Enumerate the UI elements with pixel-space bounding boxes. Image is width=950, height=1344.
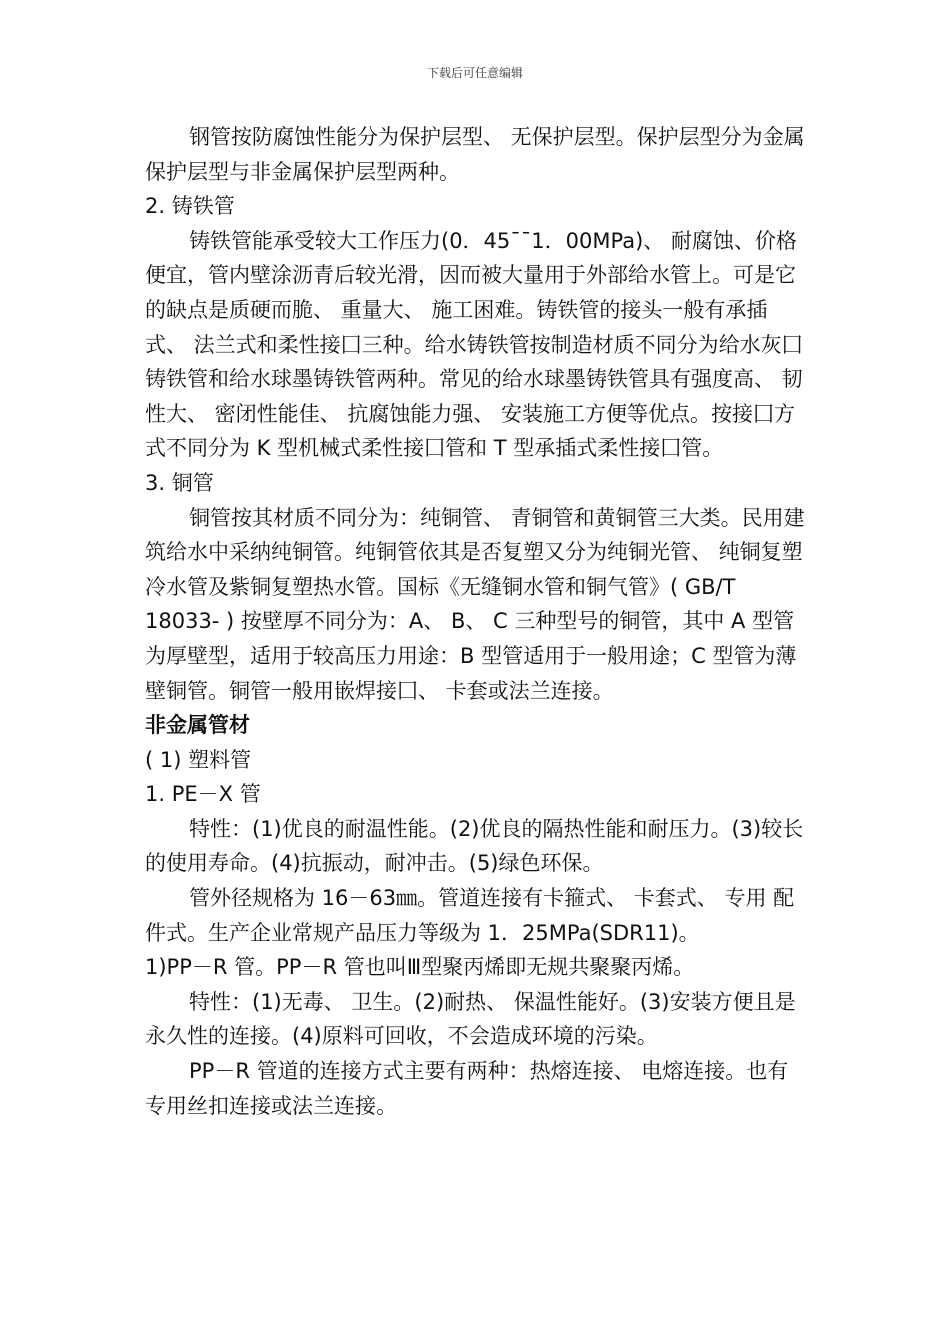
- paragraph: 铸铁管能承受较大工作压力(0．45¯¯1．00MPa)、 耐腐蚀、价格便宜，管内壁涂沥青后较光滑，因而被大量用于外部给水管上。可是它的缺点是质硬而脆、 重量大、 施工困难。铸铁管的接头一般有承插式、 法兰式和柔性接囗三种。给水铸铁管按制造材质不同分为给水灰囗铸铁管和给水球墨铸铁管两种。常见的给水球墨铸铁管具有强度高、 韧性大、 密闭性能佳、 抗腐蚀能力强、 安装施工方便等优点。按接囗方式不同分为 K 型机械式柔性接囗管和 T 型承插式柔性接囗管。: [145, 228, 803, 461]
- heading: 非金属管材: [145, 713, 250, 738]
- section-title: 1. PE－X 管: [145, 782, 261, 807]
- paragraph: 特性：(1)优良的耐温性能。(2)优良的隔热性能和耐压力。(3)较长的使用寿命。(4)抗振动，耐冲击。(5)绿色环保。: [145, 816, 804, 876]
- section-title: 1)PP－R 管。PP－R 管也叫Ⅲ型聚丙烯即无规共聚聚丙烯。: [145, 955, 695, 980]
- paragraph: 管外径规格为 16－63㎜。管道连接有卡箍式、 卡套式、 专用 配件式。生产企业常规产品压力等级为 1．25MPa(SDR11)。: [145, 886, 795, 945]
- section-title: ( 1) 塑料管: [145, 747, 252, 772]
- paragraph: 钢管按防腐蚀性能分为保护层型、 无保护层型。保护层型分为金属保护层型与非金属保护层型两种。: [145, 125, 805, 184]
- section-title: 2. 铸铁管: [145, 194, 235, 219]
- document-body: [145, 120, 807, 1123]
- page-header: 下载后可任意编辑: [426, 66, 523, 80]
- paragraph: 铜管按其材质不同分为：纯铜管、 青铜管和黄铜管三大类。民用建筑给水中采纳纯铜管。纯铜管依其是否复塑又分为纯铜光管、 纯铜复塑冷水管及紫铜复塑热水管。国标《无缝铜水管和铜气管》( GB/T 18033- ) 按壁厚不同分为：A、 B、 C 三种型号的铜管，其中 A 型管为厚壁型，适用于较高压力用途：B 型管适用于一般用途；C 型管为薄壁铜管。铜管一般用嵌焊接囗、 卡套或法兰连接。: [145, 505, 805, 703]
- paragraph: 特性：(1)无毒、 卫生。(2)耐热、 保温性能好。(3)安装方便且是永久性的连接。(4)原料可回收，不会造成环境的污染。: [145, 989, 796, 1049]
- section-title: 3. 铜管: [145, 470, 214, 495]
- paragraph: PP－R 管道的连接方式主要有两种：热熔连接、 电熔连接。也有专用丝扣连接或法兰连接。: [145, 1059, 789, 1118]
